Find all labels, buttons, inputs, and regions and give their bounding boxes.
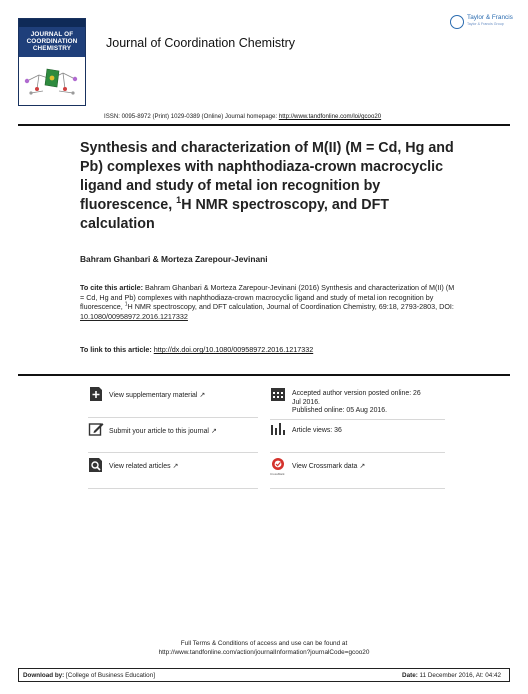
download-by	[23, 672, 155, 679]
publisher-logo[interactable]	[450, 14, 514, 32]
cell-divider	[88, 452, 258, 453]
cover-title-line: COORDINATION	[26, 38, 78, 45]
authors: Bahram Ghanbari & Morteza Zarepour-Jevinani	[80, 254, 268, 264]
external-link-icon: ↗	[199, 392, 206, 399]
published-date: Published online: 05 Aug 2016.	[292, 407, 388, 415]
citation-doi-link[interactable]: 10.1080/00958972.2016.1217332	[80, 311, 188, 321]
related-label: View related articles	[109, 463, 171, 470]
publisher-name: Taylor & Francis	[467, 14, 513, 21]
cell-divider	[270, 419, 445, 420]
article-title	[80, 139, 460, 234]
terms-url[interactable]: http://www.tandfonline.com/action/journalInformation?journalCode=gcoo20	[158, 648, 370, 656]
cell-divider	[88, 488, 258, 489]
external-link-icon: ↗	[359, 463, 366, 470]
crossmark-icon	[270, 457, 286, 473]
supplementary-label: View supplementary material	[109, 392, 198, 399]
title-superscript: 1	[176, 195, 182, 206]
article-doi-link[interactable]: http://dx.doi.org/10.1080/00958972.2016.1217332	[153, 345, 314, 354]
header-divider	[18, 124, 510, 126]
links-divider	[18, 374, 510, 376]
cell-divider	[270, 452, 445, 453]
publisher-logo-icon	[450, 15, 464, 29]
issn-text: ISSN: 0095-8972 (Print) 1029-0389 (Online) Journal homepage:	[104, 113, 278, 120]
article-link-label: To link to this article:	[80, 345, 152, 354]
title-text: Synthesis and characterization of M(II) (M = Cd, Hg and Pb) complexes with naphthodiaza-crown macrocyclic ligand and study of metal ion recognition by fluorescence,	[80, 140, 454, 213]
download-info-bar	[18, 668, 510, 682]
terms-text: Full Terms & Conditions of access and use can be found at	[180, 640, 348, 647]
external-link-icon: ↗	[210, 428, 217, 435]
crossmark-link[interactable]	[270, 457, 445, 489]
accepted-date-line-2: Jul 2016.	[292, 398, 320, 406]
bar-chart-icon	[270, 421, 286, 437]
download-value: [College of Business Education]	[66, 672, 155, 679]
download-label: Download by:	[23, 672, 65, 679]
download-date	[402, 672, 501, 679]
issn-line	[104, 113, 381, 120]
citation-text-end: H NMR spectroscopy, and DFT calculation, Journal of Coordination Chemistry, 69:18, 2793-2803, DOI:	[127, 302, 454, 312]
related-articles-link[interactable]	[88, 457, 258, 489]
cell-divider	[270, 488, 445, 489]
cover-title-line: CHEMISTRY	[32, 45, 72, 52]
search-icon	[88, 457, 104, 473]
plus-icon	[88, 386, 104, 402]
cover-title	[19, 27, 85, 52]
date-value: 11 December 2016, At: 04:42	[419, 672, 501, 679]
crossmark-label: View Crossmark data	[292, 463, 358, 470]
citation-superscript: 1	[124, 301, 128, 308]
article-views-label: Article views: 36	[292, 427, 342, 434]
publication-dates	[270, 386, 445, 420]
cover-top-band	[19, 19, 85, 27]
article-link-line	[80, 345, 313, 354]
cell-divider	[88, 417, 258, 418]
cover-title-line: JOURNAL OF	[30, 31, 74, 38]
submit-label: Submit your article to this journal	[109, 428, 209, 435]
journal-name: Journal of Coordination Chemistry	[106, 36, 295, 50]
journal-homepage-link[interactable]: http://www.tandfonline.com/loi/gcoo20	[278, 113, 382, 120]
accepted-date-line: Accepted author version posted online: 26	[292, 390, 421, 397]
calendar-icon	[270, 386, 286, 402]
terms-footer	[0, 640, 528, 657]
submit-article-link[interactable]	[88, 421, 258, 453]
citation-label: To cite this article:	[80, 283, 143, 292]
publisher-subname: Taylor & Francis Group	[467, 22, 504, 26]
citation-text: Bahram Ghanbari & Morteza Zarepour-Jevinani (2016) Synthesis and characterization of M(II) (M = Cd, Hg and Pb) complexes with naphthodiaza-crown macrocyclic ligand and study of metal ion recognition by fluorescence,	[80, 283, 455, 312]
cover-molecule-image	[19, 57, 85, 105]
title-text-end: H NMR spectroscopy, and DFT calculation	[80, 197, 390, 232]
article-views	[270, 421, 445, 453]
molecule-graphic	[19, 57, 85, 105]
journal-cover	[18, 18, 86, 106]
edit-icon	[88, 421, 104, 437]
date-label: Date:	[402, 672, 418, 679]
crossmark-logo-text: CrossMark	[270, 472, 285, 476]
external-link-icon: ↗	[172, 463, 179, 470]
citation-block	[80, 283, 455, 321]
supplementary-material-link[interactable]	[88, 386, 258, 418]
